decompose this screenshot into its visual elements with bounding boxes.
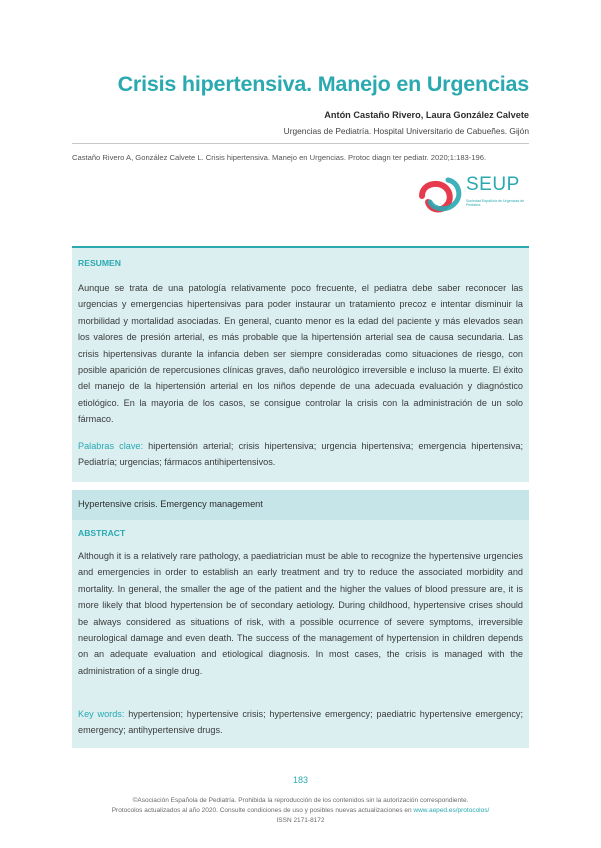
header-divider [72,143,529,144]
article-title: Crisis hipertensiva. Manejo en Urgencias [117,72,529,96]
author-affiliation: Urgencias de Pediatría. Hospital Universitario de Cabueñes. Gijón [283,126,529,136]
keywords-text: hipertensión arterial; crisis hipertensiva; urgencia hipertensiva; emergencia hipertensiva; Pediatría; urgencias; fármacos antihipertensivos. [78,441,523,468]
resumen-box [72,246,529,482]
resumen-text: Aunque se trata de una patología relativamente poco frecuente, el pediatra debe saber reconocer las urgencias y emergencias hipertensivas para poder instaurar un tratamiento precoz e intentar disminuir la morbilidad y mortalidad asociadas. En general, cuanto menor es la edad del paciente y más elevados sean los valores de presión arterial, es más probable que la hipertensión arterial sea de causa secundaria. Las crisis hipertensivas durante la infancia deben ser siempre consideradas como situaciones de riesgo, con posible aparición de repercusiones clínicas graves, daño neurológico irreversible e incluso la muerte. El éxito del manejo de la hipertensión arterial en los niños depende de una adecuada evaluación y diagnóstico etiológico. En la mayoria de los casos, se consigue controlar la crisis con la administración de un solo fármaco. [78,283,523,425]
footer-link[interactable]: www.aeped.es/protocolos/ [413,807,490,814]
abstract-keywords [78,706,523,739]
english-title: Hypertensive crisis. Emergency management [78,499,263,509]
keywords-text-en: hypertension; hypertensive crisis; hypertensive emergency; paediatric hypertensive emergency; emergency; antihypertensive drugs. [78,709,523,736]
keywords-label-en: Key words: [78,709,125,719]
english-title-bar [72,490,529,520]
logo-subtitle: Sociedad Española de Urgencias de Pediatría [466,199,525,208]
footer-protocols-text: Protocolos actualizados al año 2020. Consulte condiciones de uso y posibles nuevas actualizaciones en [111,807,412,814]
footer-protocols [0,807,601,814]
resumen-heading: RESUMEN [78,258,121,268]
abstract-heading: ABSTRACT [78,528,126,538]
keywords-label: Palabras clave: [78,441,143,451]
logo-wordmark: SEUP [466,174,520,195]
article-authors: Antón Castaño Rivero, Laura González Calvete [324,110,529,120]
resumen-keywords [78,438,523,471]
abstract-box [72,490,529,748]
abstract-text: Although it is a relatively rare pathology, a paediatrician must be able to recognize the hypertensive urgencies and emergencies in order to establish an early treatment and try to reduce the associated morbidity and mortality. In general, the smaller the age of the patient and the higher the values of blood pressure are, it is more likely that blood hypertension be of secondary aetiology. During childhood, hypertensive crises should be always considered as situations of risk, with a possible ocurrence of severe symptoms, irreversible neurological damage and even death. The success of the management of hypertension in children depends on an adequate evaluation and etiological diagnosis. In most cases, the crisis is managed with the administration of a single drug. [78,551,523,676]
page-number: 183 [292,775,309,785]
footer-issn: ISSN 2171-8172 [276,817,325,824]
footer-copyright: ©Asociación Española de Pediatría. Prohibida la reproducción de los contenidos sin la autorización correspondiente. [132,797,469,804]
citation-line: Castaño Rivero A, González Calvete L. Crisis hipertensiva. Manejo en Urgencias. Protoc diagn ter pediatr. 2020;1:183-196. [72,153,487,162]
